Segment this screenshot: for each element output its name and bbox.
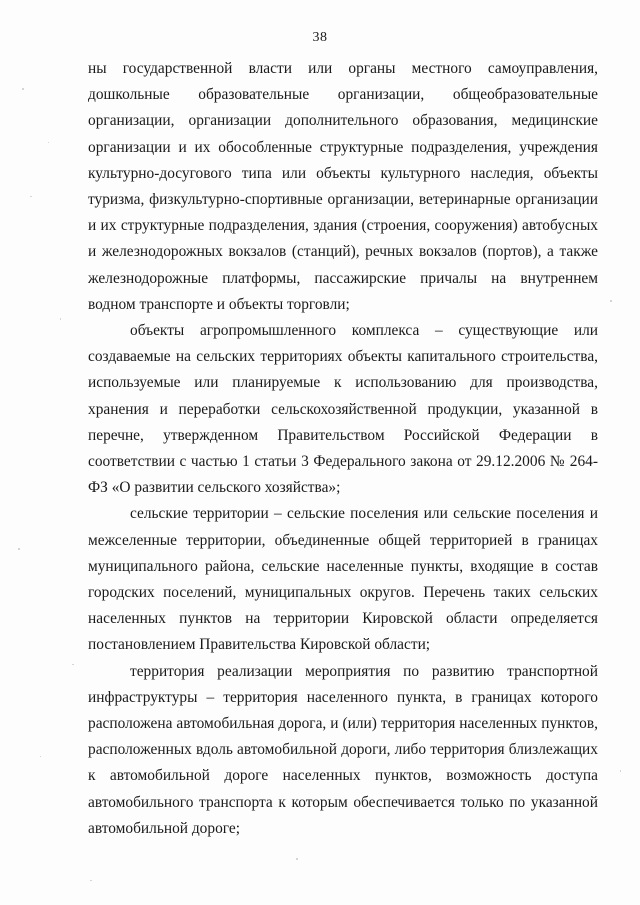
scan-speck [90,880,92,881]
scan-speck [610,300,612,302]
scan-speck [72,664,74,665]
scan-speck [22,88,24,90]
page-number: 38 [312,30,328,45]
scan-speck [60,318,61,320]
paragraph-2: объекты агропромышленного комплекса – существующие или создаваемые на сельских территориях объекты капитального строительства, используемые или планируемые к использованию для производства, хранения и переработки сельскохозяйственной продукции, указанной в перечне, утвержденном Правительством Российской Федерации в соответствии с частью 1 статьи 3 Федерального закона от 29.12.2006 № 264-ФЗ «О развитии сельского хозяйства»; [88,322,598,497]
body-text [88,56,598,842]
paragraph-1: ны государственной власти или органы местного самоуправления, дошкольные образовательные организации, общеобразовательные организации, организации дополнительного образования, медицинские организации и их обособленные структурные подразделения, учреждения культурно-досугового типа или объекты культурного наследия, объекты туризма, физкультурно-спортивные организации, ветеринарные организации и их структурные подразделения, здания (строения, сооружения) автобусных и железнодорожных вокзалов (станций), речных вокзалов (портов), а также железнодорожные платформы, пассажирские причалы на внутреннем водном транспорте и объекты торговли; [88,60,598,313]
scan-speck [18,548,20,550]
paragraph-3: сельские территории – сельские поселения или сельские поселения и межселенные территории, объединенные общей территорией в границах муниципального района, сельские населенные пункты, входящие в состав городских поселений, муниципальных округов. Перечень таких сельских населенных пунктов на территории Кировской области определяется постановлением Правительства Кировской области; [88,505,598,654]
scan-speck [296,858,298,860]
scan-speck [48,142,49,143]
scan-speck [620,770,621,772]
paragraph-4: территория реализации мероприятия по развитию транспортной инфраструктуры – территория населенного пункта, в границах которого расположена автомобильная дорога, и (или) территория населенных пунктов, расположенных вдоль автомобильной дороги, либо территория близлежащих к автомобильной дороге населенных пунктов, возможность доступа автомобильного транспорта к которым обеспечивается только по указанной автомобильной дороге; [88,662,598,837]
scan-speck [40,756,41,757]
scan-speck [30,196,32,197]
